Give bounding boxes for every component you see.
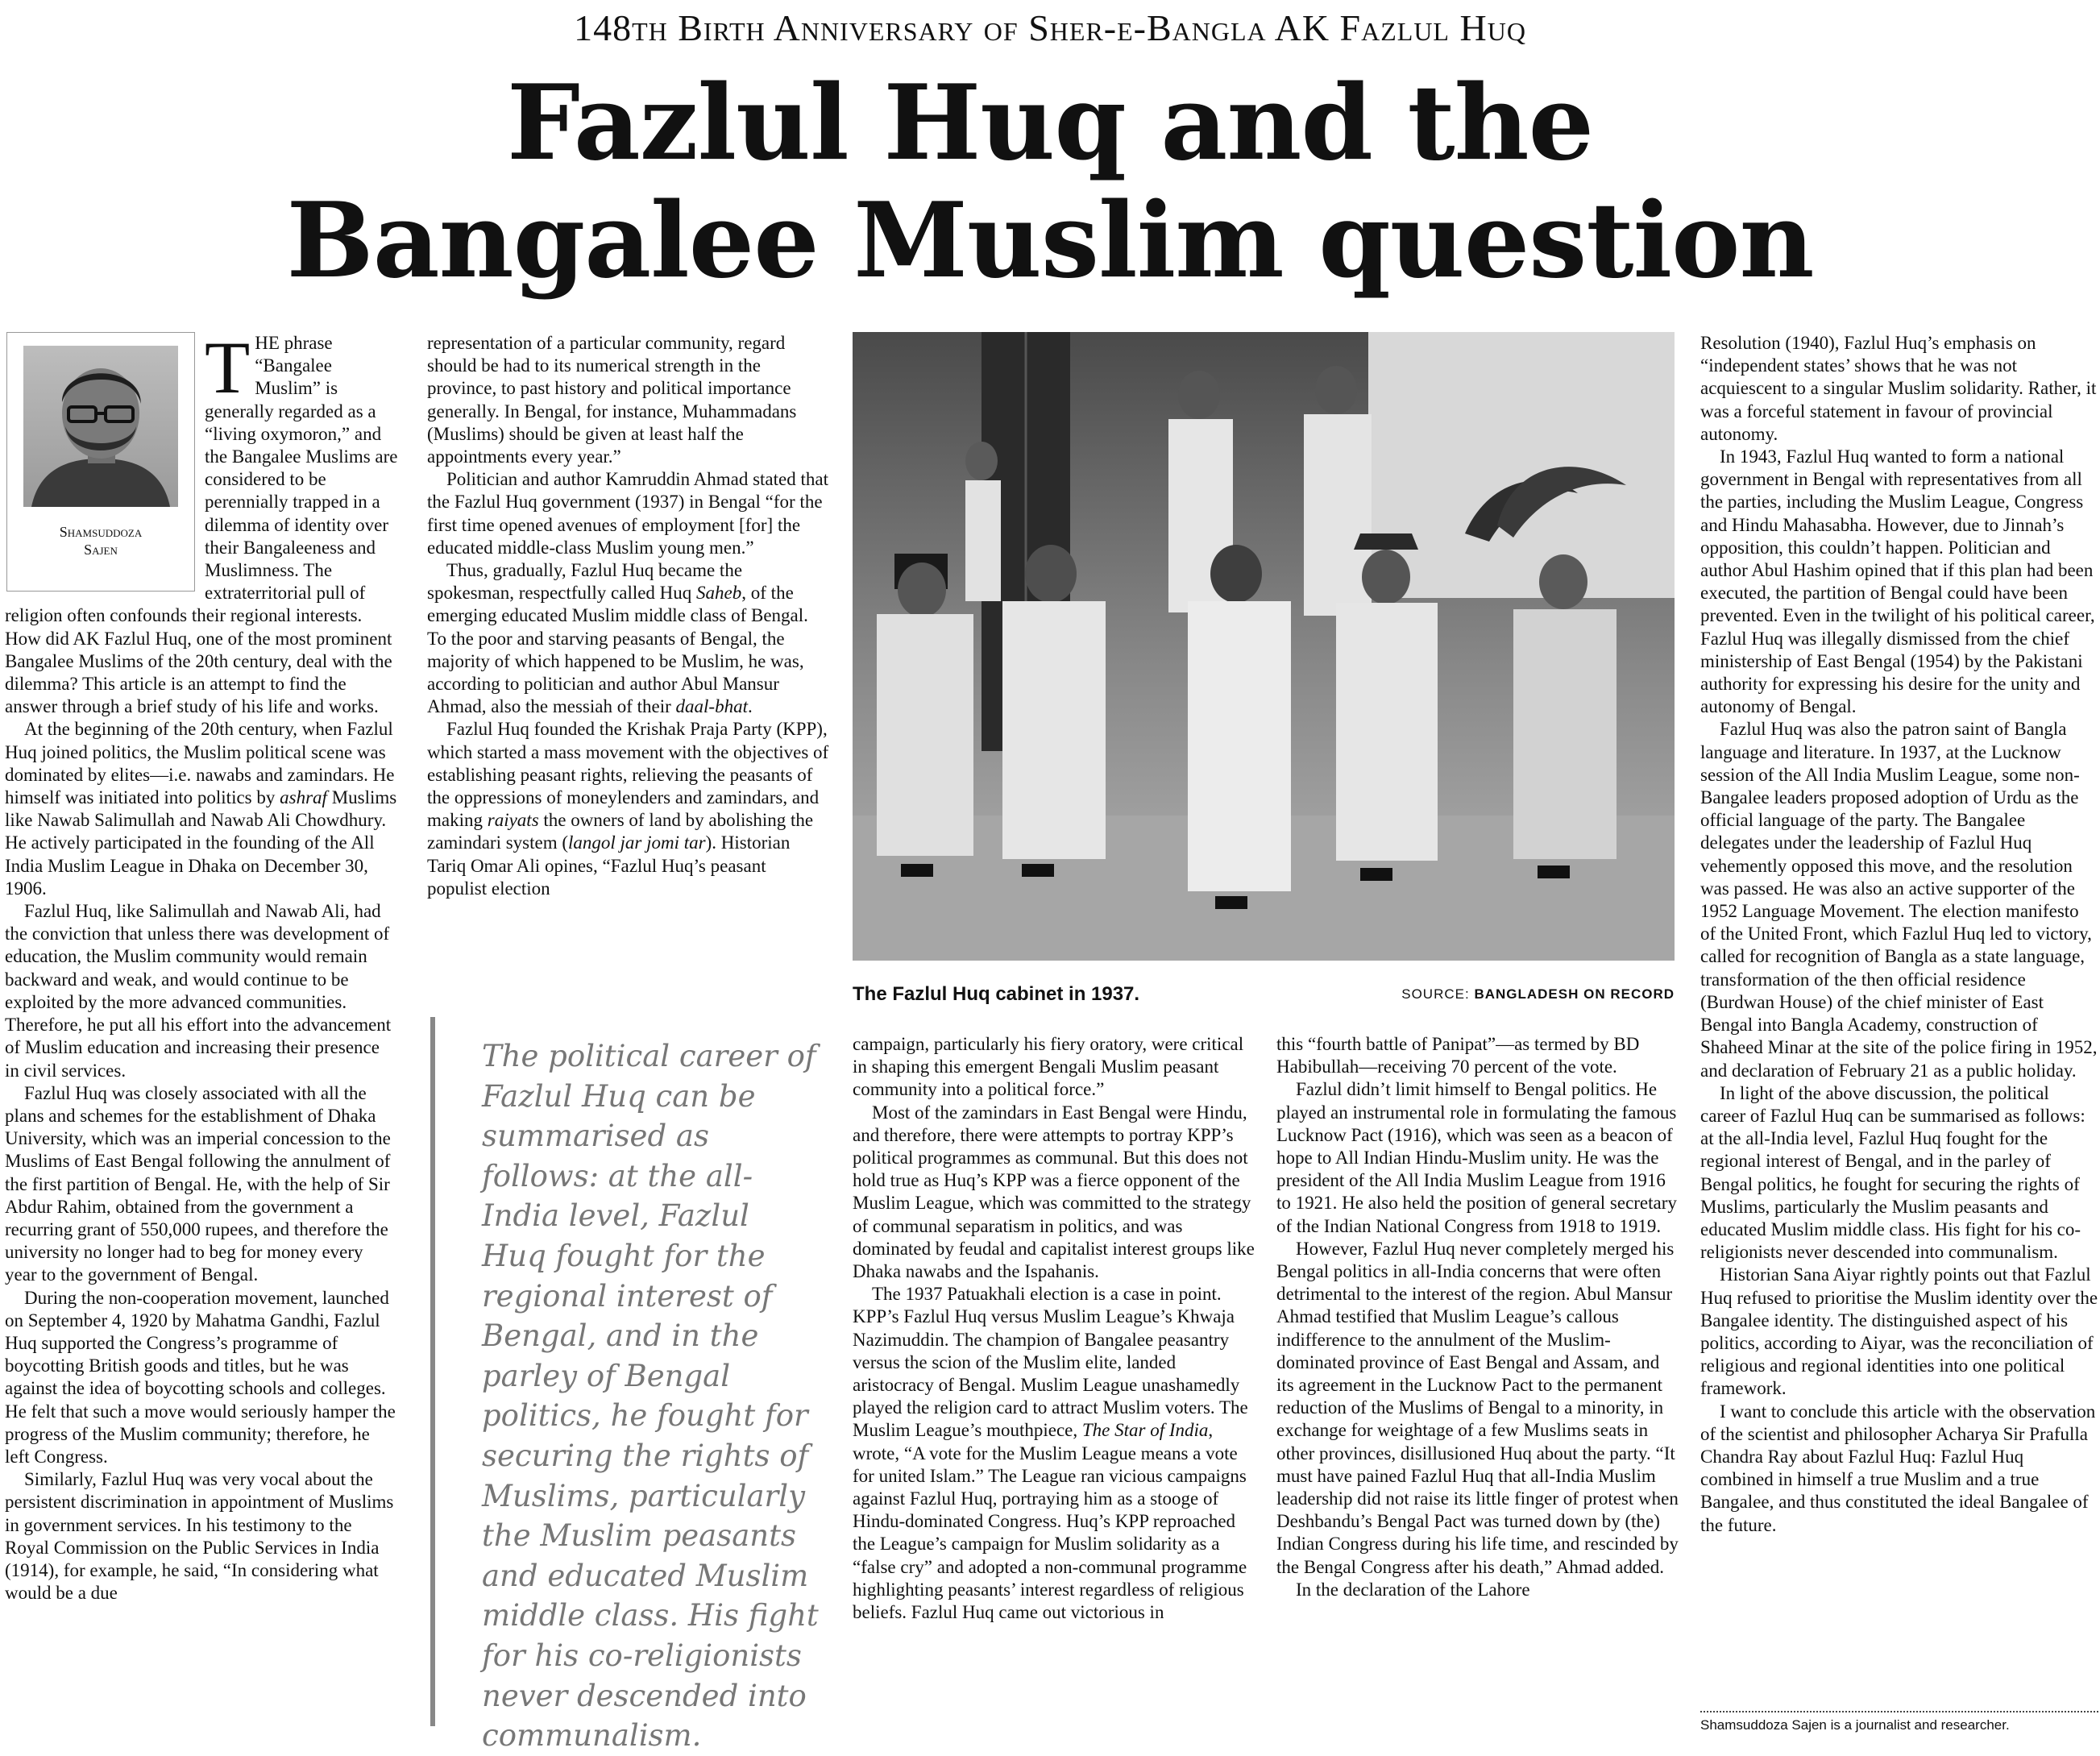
text: , of the emerging educated Muslim middle class of Bengal. To the poor and starving peasants of Bengal, the majority of which happened to be Muslim, he was, according to politician and author Abul Mansur Ahmad, also the messiah of their (427, 583, 808, 717)
article-column-5 (1700, 332, 2098, 1537)
author-name-first: Shamsuddoza (59, 524, 143, 540)
source-label: SOURCE: (1401, 986, 1470, 1002)
italic-text: ashraf (280, 787, 327, 808)
text: . (747, 696, 753, 717)
photo-caption: The Fazlul Huq cabinet in 1937. (853, 983, 1140, 1005)
paragraph: I want to conclude this article with the observation of the scientist and philosopher Acharya Sir Prafulla Chandra Ray about Fazlul Huq: Fazlul Huq combined in himself a true Muslim and a true Bangalee, and thus constituted the ideal Bangalee of the future. (1700, 1401, 2096, 1535)
headline (0, 64, 2100, 300)
paragraph: In light of the above discussion, the political career of Fazlul Huq can be summarised as follows: at the all-India level, Fazlul Huq fought for the regional interest of Bengal, and in the parley of Bengal politics, he fought for securing the rights of Muslims, particularly the Muslim peasants and educated Muslim middle class. His fight for his co-religionists never descended into communalism. (1700, 1082, 2085, 1263)
text: Fazlul Huq founded the Krishak Praja Party (KPP), which started a mass movement with the objectives of establishing peasant rights, relieving the peasants of the oppressions of moneylenders and zamindars, and making (427, 719, 829, 831)
paragraph: Historian Sana Aiyar rightly points out that Fazlul Huq refused to prioritise the Muslim identity over the Bangalee identity. The distinguished aspect of his politics, according to Aiyar, was the reconciliation of religious and regional identities into one political framework. (1700, 1264, 2098, 1399)
author-box-spacer (5, 332, 205, 598)
author-name-last: Sajen (84, 542, 118, 558)
text: Thus, gradually, Fazlul Huq became the spokesman, respectfully called Huq (427, 560, 743, 604)
pull-quote-rule (430, 1017, 435, 1726)
text: , wrote, “A vote for the Muslim League means a vote for united Islam.” The League ran vicious campaigns against Fazlul Huq, portraying him as a stooge of Hindu-dominated Congress. Huq’s KPP reproached the League’s campaign for Muslim solidarity as a “false cry” and adopted a non-communal programme highlighting peasants’ interest regardless of religious beliefs. Fazlul Huq came out victorious in (853, 1420, 1247, 1623)
paragraph: Most of the zamindars in East Bengal were Hindu, and therefore, there were attempts to portray KPP’s political programmes as communal. But this does not hold true as Huq’s KPP was a fierce opponent of the Muslim League, which was committed to the strategy of communal separatism in politics, and was dominated by feudal and capitalist interest groups like Dhaka nawabs and the Ispahanis. (853, 1102, 1255, 1282)
drop-cap: T (205, 326, 251, 409)
headline-line-2: Bangalee Muslim question (286, 181, 1814, 301)
photo-source (1401, 986, 1675, 1003)
paragraph: Politician and author Kamruddin Ahmad stated that the Fazlul Huq government (1937) in Bengal “for the first time opened avenues of employment [for] the educated middle-class Muslim young men.” (427, 469, 828, 558)
footnote-rule (1700, 1711, 2098, 1712)
paragraph (853, 1283, 1255, 1624)
italic-text: daal-bhat (675, 696, 748, 717)
kicker: 148th Birth Anniversary of Sher-e-Bangla AK Fazlul Huq (574, 7, 1526, 48)
italic-text: The Star of India (1081, 1420, 1209, 1441)
article-column-2 (427, 332, 830, 900)
paragraph: Fazlul Huq, like Salimullah and Nawab Ali, had the conviction that unless there was development of education, the Muslim community would remain backward and weak, and would continue to be exploited by the more advanced communities. Therefore, he put all his effort into the advancement of Muslim education and increasing their presence in civil services. (5, 901, 392, 1081)
source-name: BANGLADESH ON RECORD (1474, 986, 1675, 1002)
paragraph: representation of a particular community, regard should be had to its numerical strength in the province, to past history and political importance generally. In Bengal, for instance, Muhammadans (Muslims) should be given at least half the appointments every year.” (427, 333, 797, 467)
paragraph: this “fourth battle of Panipat”—as termed by BD Habibullah—receiving 70 percent of the vote. (1276, 1034, 1640, 1077)
paragraph (427, 559, 830, 718)
paragraph (427, 718, 830, 900)
cabinet-photo (853, 332, 1675, 961)
paragraph: Similarly, Fazlul Huq was very vocal about the persistent discrimination in appointment of Muslims in government services. In his testimony to the Royal Commission on the Public Services in India (1914), for example, he said, “In considering what would be a due (5, 1469, 394, 1604)
text: At the beginning of the 20th century, when Fazlul Huq joined politics, the Muslim political scene was dominated by elites—i.e. nawabs and zamindars. He himself was initiated into politics by (5, 719, 395, 808)
text: ). Historian Tariq Omar Ali opines, “Fazlul Huq’s peasant populist election (427, 832, 791, 899)
author-footnote: Shamsuddoza Sajen is a journalist and researcher. (1700, 1717, 2010, 1733)
italic-text: raiyats (487, 810, 539, 831)
italic-text: Saheb (696, 583, 742, 604)
article-column-1 (5, 326, 398, 1604)
paragraph: During the non-cooperation movement, launched on September 4, 1920 by Mahatma Gandhi, Fazlul Huq supported the Congress’s programme of boycotting British goods and titles, but he was against the idea of boycotting schools and colleges. He felt that such a move would seriously hamper the progress of the Muslim community; therefore, he left Congress. (5, 1287, 396, 1467)
headline-line-1: Fazlul Huq and the (506, 63, 1594, 184)
article-column-3 (853, 1033, 1255, 1624)
article-column-4 (1276, 1033, 1679, 1601)
paragraph-text: HE phrase “Bangalee Muslim” is generally regarded as a “living oxymoron,” and the Bangalee Muslims are considered to be perennially trapped in a dilemma of identity over their Bangaleeness and Muslimness. The extraterritorial pull of religion often confounds their regional interests. How did AK Fazlul Huq, one of the most prominent Bangalee Muslims of the 20th century, deal with the dilemma? This article is an attempt to find the answer through a brief study of his life and works. (5, 333, 398, 717)
paragraph: However, Fazlul Huq never completely merged his Bengal politics in all-India concerns that were often detrimental to the interest of the region. Abul Mansur Ahmad testified that Muslim League’s callous indifference to the annulment of the Muslim-dominated province of East Bengal and Assam, and its agreement in the Lucknow Pact to the permanent reduction of the Muslims of Bengal to a minority, in exchange for weightage of a few Muslims seats in other provinces, disillusioned Huq about the party. “It must have pained Fazlul Huq that all-India Muslim leadership did not raise its little finger of protest when Deshbandu’s Bengal Pact was turned down by (the) Indian Congress during his life time, and rescinded by the Bengal Congress after his death,” Ahmad added. (1276, 1238, 1679, 1577)
paragraph-intro (5, 326, 398, 718)
paragraph: Fazlul didn’t limit himself to Bengal politics. He played an instrumental role in formulating the famous Lucknow Pact (1916), which was seen as a beacon of hope to All Indian Hindu-Muslim unity. He was the president of the All India Muslim League from 1916 to 1921. He also held the position of general secretary of the Indian National Congress from 1918 to 1919. (1276, 1079, 1677, 1236)
text: Muslims like Nawab Salimullah and Nawab Ali Chowdhury. He actively participated in the founding of the All India Muslim League in Dhaka on December 30, 1906. (5, 787, 397, 899)
paragraph: In 1943, Fazlul Huq wanted to form a national government in Bengal with representatives from all the parties, including the Muslim League, Congress and Hindu Mahasabha. However, due to Jinnah’s opposition, this couldn’t happen. Politician and author Abul Hashim opined that if this plan had been executed, the partition of Bengal could have been prevented. Even in the twilight of his political career, Fazlul Huq was illegally dismissed from the chief ministership of East Bengal (1954) by the Pakistani authority for expressing his desire for the unity and autonomy of Bengal. (1700, 446, 2095, 717)
text: The 1937 Patuakhali election is a case in point. KPP’s Fazlul Huq versus Muslim League’s Khwaja Nazimuddin. The champion of Bangalee peasantry versus the scion of the Muslim elite, landed aristocracy of Bengal. Muslim League unashamedly played the religion card to attract Muslim voters. The Muslim League’s mouthpiece, (853, 1284, 1248, 1441)
paragraph: In the declaration of the Lahore (1296, 1579, 1530, 1600)
paragraph: Resolution (1940), Fazlul Huq’s emphasis on “independent states’ shows that he was not acquiescent to a singular Muslim solidarity. Rather, it was a forceful statement in favour of provincial autonomy. (1700, 333, 2097, 444)
paragraph: Fazlul Huq was closely associated with all the plans and schemes for the establishment of Dhaka University, which was an imperial concession to the Muslims of East Bengal following the annulment of the first partition of Bengal. He, with the help of Sir Abdur Rahim, obtained from the government a recurring grant of 550,000 rupees, and therefore the university no longer had to beg for money every year to the government of Bengal. (5, 1082, 391, 1285)
paragraph: campaign, particularly his fiery oratory, were critical in shaping this emergent Bengali Muslim peasant community into a political force.” (853, 1034, 1244, 1100)
paragraph (5, 718, 398, 900)
italic-text: langol jar jomi tar (568, 832, 706, 853)
text: the owners of land by abolishing the zamindari system ( (427, 810, 814, 853)
paragraph: Fazlul Huq was also the patron saint of Bangla language and literature. In 1937, at the Lucknow session of the All India Muslim League, some non-Bangalee leaders proposed adoption of Urdu as the official language of the party. The Bangalee delegates under the leadership of Fazlul Huq vehemently opposed this move, and the resolution was passed. He was also an active supporter of the 1952 Language Movement. The election manifesto of the United Front, which Fazlul Huq led to victory, called for recognition of Bangla as a state language, transformation of the then official residence (Burdwan House) of the chief minister of East Bengal into Bangla Academy, construction of Shaheed Minar at the site of the police firing in 1952, and declaration of February 21 as a public holiday. (1700, 719, 2098, 1081)
pull-quote: The political career of Fazlul Huq can be summarised as follows: at the all-India level, Fazlul Huq fought for the regional interest of Bengal, and in the parley of Bengal politics, he fought for securing the rights of Muslims, particularly the Muslim peasants and educated Muslim middle class. His fight for his co-religionists never descended into communalism. (482, 1039, 819, 1754)
